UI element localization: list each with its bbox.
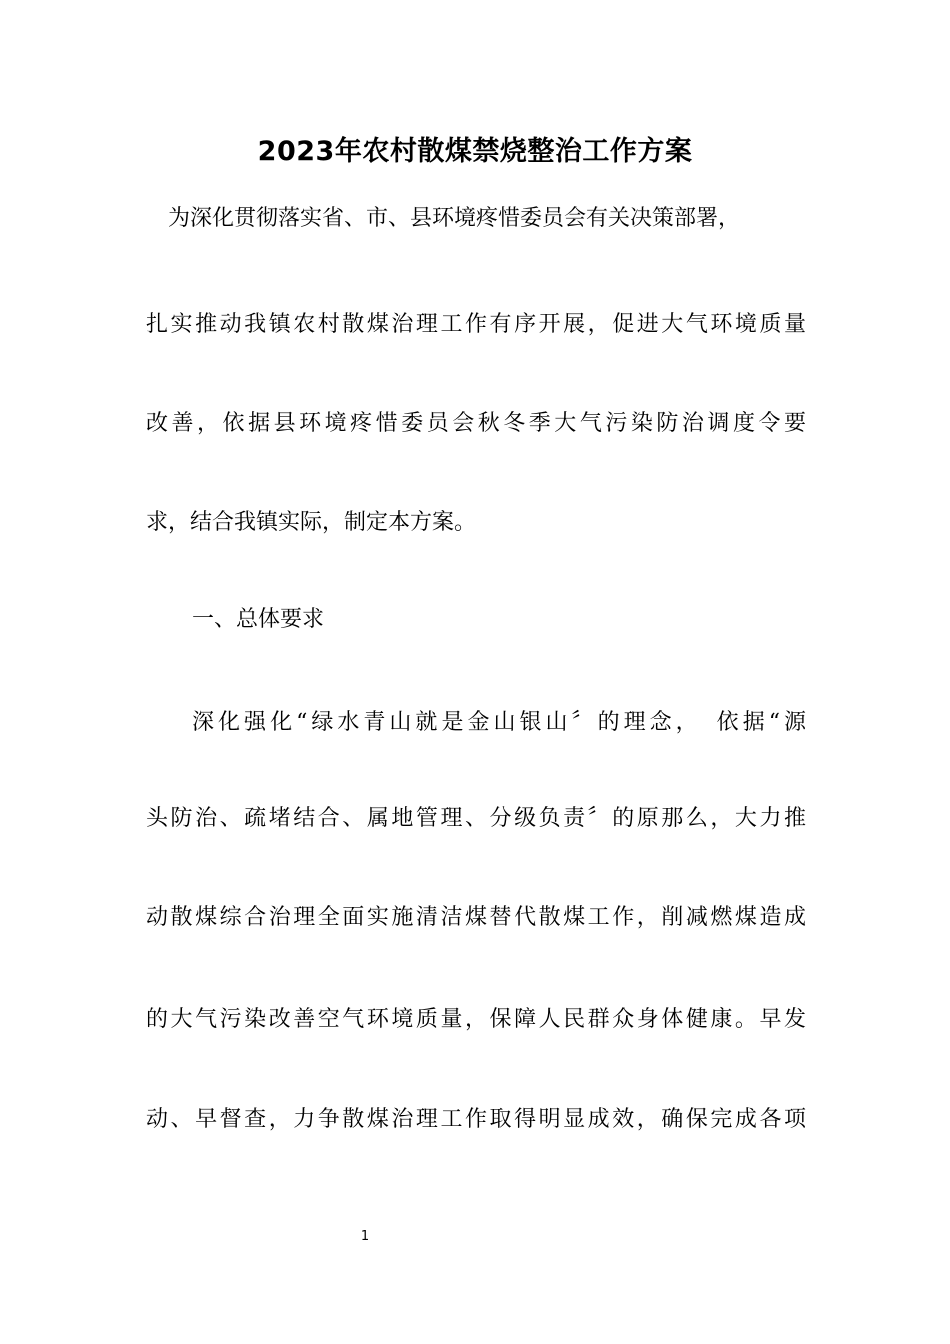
paragraph-line: 为深化贯彻落实省、市、县环境疼惜委员会有关决策部署， (168, 206, 741, 231)
paragraph-line: 的大气污染改善空气环境质量，保障人民群众身体健康。早发 (146, 1007, 806, 1032)
paragraph-line: 求，结合我镇实际，制定本方案。 (146, 510, 477, 535)
paragraph-line: 动散煤综合治理全面实施清洁煤替代散煤工作，削减燃煤造成 (146, 905, 806, 930)
page-number: 1 (360, 1229, 370, 1244)
page-title: 2023年农村散煤禁烧整治工作方案 (257, 136, 693, 167)
paragraph-line: 深化强化“绿水青山就是金山银山〞的理念， 依据“源 (192, 710, 806, 735)
paragraph-line: 头防治、疏堵结合、属地管理、分级负责〞的原那么，大力推 (146, 806, 806, 831)
paragraph-line: 动、早督查，力争散煤治理工作取得明显成效，确保完成各项 (146, 1107, 806, 1132)
paragraph-line: 改善，依据县环境疼惜委员会秋冬季大气污染防治调度令要 (146, 411, 806, 436)
paragraph-line: 扎实推动我镇农村散煤治理工作有序开展，促进大气环境质量 (146, 312, 806, 337)
section-heading: 一、总体要求 (192, 607, 325, 632)
